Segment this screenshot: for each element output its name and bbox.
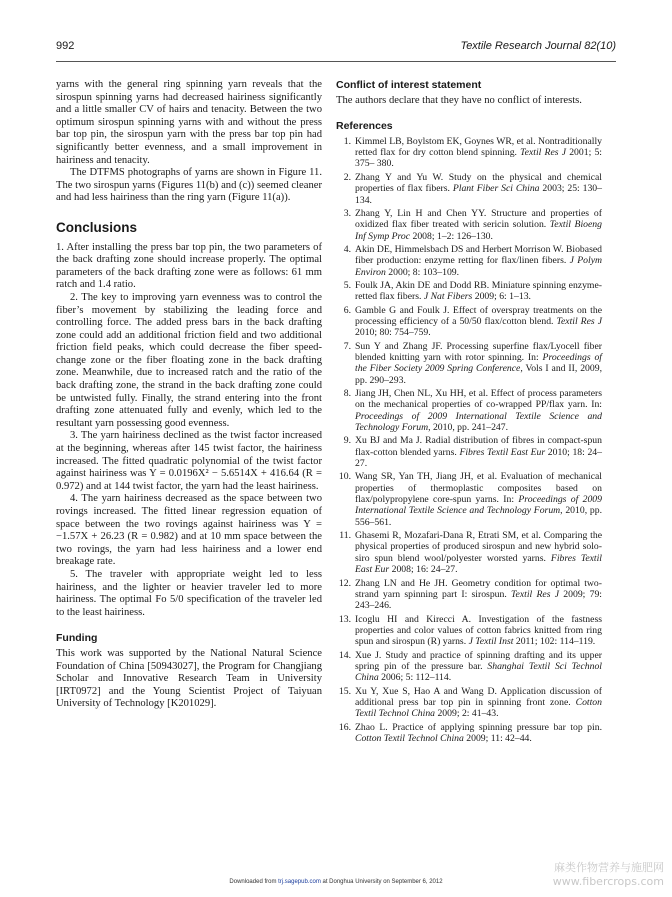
reference-source: Textil Bioeng Inf Symp Proc (355, 219, 602, 242)
reference-item (336, 280, 602, 303)
conclusion-item: 4. The yarn hairiness decreased as the space between two rovings increased. The fitted linear regression equation of space between the two rovings against hairiness was Y = −1.57X + 26.23 (R = 0.982) and at 10 mm space between the two rovings, the yarn had less hairiness and a lower end breakage rate. (56, 493, 322, 568)
reference-details: 2009; 6: 1–13. (472, 291, 531, 303)
reference-source: Fibres Textil East Eur (459, 446, 546, 458)
reference-item (336, 341, 602, 386)
references-heading: References (336, 120, 393, 133)
reference-number: 16. (338, 721, 351, 733)
reference-item (336, 305, 602, 339)
reference-item (336, 722, 602, 745)
reference-number: 7. (343, 340, 351, 352)
reference-item (336, 435, 602, 469)
reference-text: Jiang JH, Chen NL, Xu HH, et al. Effect of process parameters on the mechanical properties of co-wrapped PP/flax yarn. In: (355, 388, 602, 411)
conclusion-item: 5. The traveler with appropriate weight led to less hairiness, and the lighter or heavier traveler led to more hairiness. The optimal Fo 5/0 specification of the traveler led to the least hairiness. (56, 568, 322, 618)
reference-text: Foulk JA, Akin DE and Dodd RB. Miniature spinning enzyme-retted flax fibers. (355, 279, 602, 303)
conflict-text: The authors declare that they have no conflict of interests. (336, 94, 582, 106)
reference-source: Plant Fiber Sci China (452, 183, 540, 195)
reference-item (336, 578, 602, 612)
reference-number: 3. (343, 207, 351, 219)
reference-details: 2009; 11: 42–44. (463, 732, 532, 744)
reference-details: 2008; 1–2: 126–130. (410, 230, 493, 242)
reference-details: 2011; 102: 114–119. (513, 636, 596, 648)
reference-number: 1. (343, 135, 351, 147)
reference-item (336, 172, 602, 206)
reference-item (336, 136, 602, 170)
conclusion-item: 1. After installing the press bar top pin, the two parameters of the back drafting zone should increase properly. The optimal parameters of the back drafting zone were as follows: 61 mm ratch and 1.4 ratio. (56, 241, 322, 291)
left-column (56, 79, 322, 711)
reference-number: 12. (338, 577, 351, 589)
page-number: 992 (56, 40, 75, 52)
download-footer (0, 879, 672, 885)
reference-details: , 2010, pp. 241–247. (428, 422, 509, 434)
reference-item (336, 208, 602, 242)
reference-text: Ghasemi R, Mozafari-Dana R, Etrati SM, et al. Comparing the physical properties of produced sirospun and new hybrid solo-siro spun blend wool/polyester worsted yarns. (355, 530, 602, 564)
reference-text: Sun Y and Zhang JF. Processing superfine flax/Lyocell fiber blended knitting yarn with rotor spinning. In: (355, 340, 602, 363)
reference-text: Zhang LN and He JH. Geometry condition for optimal two-strand yarn spinning part I: sirospun. (355, 577, 602, 600)
reference-item (336, 388, 602, 433)
right-column (336, 79, 602, 746)
reference-number: 6. (343, 304, 351, 316)
reference-details: 2010; 18: 24–27. (355, 446, 602, 470)
reference-text: Wang SR, Yan TH, Jiang JH, et al. Evaluation of mechanical properties of thermoplastic composites based on flax/polypropylene core-spun yarns. In: (355, 471, 602, 506)
reference-text: Akin DE, Himmelsbach DS and Herbert Morrison W. Biobased fiber production: enzyme retting for flax/linen fibers. (355, 243, 602, 267)
body-paragraph: yarns with the general ring spinning yarn reveals that the sirospun spinning yarns had decreased hairiness significantly and a little smaller CV of hairs and tenacity. Between the two optimum sirospun spinning yarns with and without the press bar top pin, the sirospun yarn with the press bar top pin had significantly better evenness, and a small improvement in hairiness and tenacity. (56, 79, 322, 166)
footer-link[interactable]: trj.sagepub.com (278, 879, 321, 885)
conflict-heading: Conflict of interest statement (336, 79, 482, 91)
reference-list (336, 136, 602, 745)
reference-number: 11. (339, 530, 351, 542)
reference-details: 2006; 5: 112–114. (378, 672, 452, 684)
watermark-line: 麻类作物营养与施肥网 (554, 861, 664, 874)
header-rule (56, 61, 616, 62)
funding-heading: Funding (56, 632, 98, 645)
reference-details: 2009; 2: 41–43. (435, 708, 499, 720)
reference-source: Cotton Textil Technol China (355, 696, 602, 720)
reference-number: 13. (338, 613, 351, 625)
reference-details: 2001; 5: 375– 380. (355, 147, 602, 170)
reference-item (336, 614, 602, 648)
reference-details: 2000; 8: 103–109. (385, 266, 460, 278)
reference-source: Textil Res J (511, 588, 560, 600)
reference-text: Icoglu HI and Kirecci A. Investigation of the fastness properties and color values of cotton fabrics knitted from ring spun and sirospun (R) yarns. (355, 613, 602, 648)
reference-item (336, 244, 602, 278)
reference-text: Zhang Y and Yu W. Study on the physical and chemical properties of flax fibers. (355, 171, 602, 195)
reference-source: J Nat Fibers (423, 291, 473, 303)
reference-source: Proceedings of the Fiber Society 2009 Spring Conference (355, 351, 602, 375)
reference-text: Xue J. Study and practice of spinning drafting and its upper spring pin of the pressure bar. (355, 649, 602, 672)
reference-source: J Textil Inst (468, 636, 514, 648)
reference-number: 5. (343, 279, 351, 291)
reference-number: 2. (343, 171, 351, 183)
reference-details: , Vols I and II, 2009, pp. 290–293. (355, 363, 602, 386)
reference-source: Fibres Textil East Eur (355, 552, 602, 576)
reference-details: 2009; 79: 243–246. (355, 588, 602, 612)
reference-number: 15. (338, 685, 351, 697)
reference-source: Textil Res J (520, 147, 567, 159)
reference-text: Zhao L. Practice of applying spinning pressure bar top pin. (355, 721, 602, 733)
conclusion-item: 2. The key to improving yarn evenness was to control the fiber’s movement by stabilizing the leading force and controlling force. The added press bars in the back drafting zone could add an additional friction field and two additional friction field peaks, which could decrease the fiber speed-change zone or the fiber floating zone in the back drafting zone. Meanwhile, due to increased ratch and the ratio of the back drafting zone, the strand in the back drafting zone could be untwisted fully. Finally, the strand entering into the front drafting zone attenuated fully and evenly, which led to the resultant yarn possessing good evenness. (56, 291, 322, 429)
body-paragraph: The DTFMS photographs of yarns are shown in Figure 11. The two sirospun yarns (Figures 11(b) and (c)) seemed cleaner and had less hairiness than the ring yarn (Figure 11(a)). (56, 167, 322, 204)
reference-text: Kimmel LB, Boylstom EK, Goynes WR, et al. Nontraditionally retted flax for dry cotton blend spinning. (355, 135, 602, 159)
footer-prefix: Downloaded from (229, 879, 279, 885)
reference-item (336, 650, 602, 684)
reference-number: 9. (343, 435, 351, 447)
reference-text: Xu BJ and Ma J. Radial distribution of fibres in compact-spun flax-cotton blended yarns. (355, 435, 602, 458)
reference-number: 14. (338, 649, 351, 661)
reference-details: , 2010, pp. 556–561. (355, 505, 602, 528)
reference-number: 4. (343, 243, 351, 255)
reference-item (336, 471, 602, 528)
reference-text: Zhang Y, Lin H and Chen YY. Structure and properties of oxidized flax fiber treated with sericin solution. (355, 207, 602, 231)
reference-source: Cotton Textil Technol China (355, 732, 464, 744)
reference-source: J Polym Environ (355, 255, 602, 278)
reference-details: 2010; 80: 754–759. (355, 327, 431, 339)
reference-text: Gamble G and Foulk J. Effect of overspray treatments on the processing efficiency of a 50/50 flax/cotton blend. (355, 304, 602, 327)
reference-number: 8. (343, 388, 351, 399)
running-header (56, 40, 616, 56)
reference-item (336, 530, 602, 575)
reference-number: 10. (338, 471, 351, 483)
watermark-line: www.fibercrops.com (552, 875, 664, 888)
reference-source: Proceedings of 2009 International Textile Science and Technology Forum (355, 410, 602, 434)
reference-text: Xu Y, Xue S, Hao A and Wang D. Application discussion of additional press bar top pin in spinning front zone. (355, 685, 602, 708)
reference-details: 2003; 25: 130–134. (355, 183, 602, 206)
conclusions-heading: Conclusions (56, 219, 138, 235)
reference-details: 2008; 16: 24–27. (389, 564, 458, 576)
reference-source: Textil Res J (556, 315, 602, 327)
journal-title: Textile Research Journal 82(10) (460, 40, 616, 52)
reference-item (336, 686, 602, 720)
reference-source: Shanghai Textil Sci Technol China (355, 660, 602, 684)
conclusion-item: 3. The yarn hairiness declined as the twist factor increased at the beginning, whereas after 145 twist factor, the hairiness increased. The fitted quadratic polynomial of the twist factor against hairiness was Y = 0.0196X² − 5.6514X + 416.64 (R = 0.972) and at 144 twist factor, the yarn had the least hairiness. (56, 430, 322, 492)
reference-source: Proceedings of 2009 International Textile Science and Technology Forum (355, 494, 602, 517)
funding-text: This work was supported by the National Natural Science Foundation of China [50943027], the Program for Changjiang Scholar and Innovative Research Team in University [IRT0972] and the Young Scientist Project of Taiyuan University of Technology [K201029]. (56, 647, 322, 710)
footer-suffix: at Donghua University on September 6, 2012 (320, 879, 443, 885)
